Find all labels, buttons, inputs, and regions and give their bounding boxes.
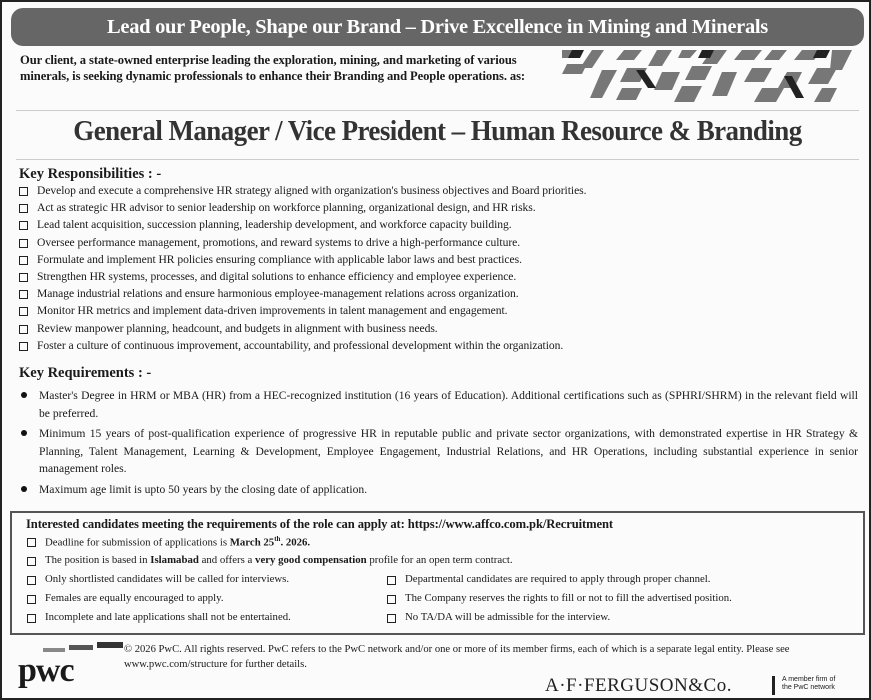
item-text: Lead talent acquisition, succession planning, leadership development, and workforce capacity building.	[37, 218, 512, 232]
deadline-text	[45, 535, 310, 549]
deadline-year: . 2026.	[280, 536, 311, 549]
headline-banner: Lead our People, Shape our Brand – Drive Excellence in Mining and Minerals	[11, 8, 864, 46]
list-item	[18, 236, 586, 253]
requirements-list	[18, 387, 858, 501]
item-text: Oversee performance management, promotions, and reward systems to drive a high-performance culture.	[37, 235, 521, 249]
item-text: No TA/DA will be admissible for the interview.	[405, 611, 611, 623]
list-item	[18, 201, 586, 218]
list-item	[26, 535, 857, 554]
item-text: The Company reserves the rights to fill or not to fill the advertised position.	[405, 592, 732, 604]
checkbox-bullet-icon	[19, 342, 28, 351]
bullet-icon	[21, 486, 27, 492]
loc-comp: very good compensation	[255, 554, 367, 566]
checkbox-bullet-icon	[387, 595, 396, 604]
checkbox-bullet-icon	[27, 576, 36, 585]
list-row	[26, 573, 857, 592]
item-text: Strengthen HR systems, processes, and digital solutions to enhance efficiency and employee experience.	[37, 269, 517, 283]
item-text: Minimum 15 years of post-qualification experience of progressive HR in reputable public and private sector organizations, with demonstrated expertise in HR Strategy & Planning, Talent Management, Learning & Development, Employee Engagement, Industrial Relations, and HR Operations, including substantial experience in senior management roles.	[39, 427, 858, 475]
list-item	[18, 270, 586, 287]
item-text: Incomplete and late applications shall not be entertained.	[45, 611, 291, 623]
member-note-line: A member firm of	[782, 676, 836, 683]
checkbox-bullet-icon	[19, 187, 28, 196]
divider	[16, 110, 859, 111]
checkbox-bullet-icon	[19, 325, 28, 334]
job-title: General Manager / Vice President – Human Resource & Branding	[73, 115, 802, 147]
item-text: Master's Degree in HRM or MBA (HR) from a HEC-recognized institution (16 years of Education). Additional certifications such as (SPHRI/SHRM) in the relevant field will be preferred.	[39, 389, 858, 420]
list-item	[18, 184, 586, 201]
item-text: Maximum age limit is upto 50 years by the closing date of application.	[39, 482, 368, 496]
item-text: Only shortlisted candidates will be called for interviews.	[45, 573, 290, 585]
item-text: Formulate and implement HR policies ensuring compliance with applicable labor laws and best practices.	[37, 252, 522, 266]
member-note-line: the PwC network	[782, 684, 835, 691]
list-item	[18, 425, 858, 478]
loc-mid: and offers a	[198, 554, 256, 566]
list-item	[18, 387, 858, 422]
checkbox-bullet-icon	[19, 273, 28, 282]
checkbox-bullet-icon	[19, 204, 28, 213]
bullet-icon	[21, 430, 27, 436]
checkbox-bullet-icon	[27, 614, 36, 623]
checkbox-bullet-icon	[27, 595, 36, 604]
member-note	[782, 676, 835, 692]
requirements-heading: Key Requirements : -	[19, 365, 152, 381]
list-item	[18, 253, 586, 270]
list-item	[18, 304, 586, 321]
checkbox-bullet-icon	[19, 221, 28, 230]
deadline-label: Deadline for submission of applications is	[45, 536, 230, 549]
list-row	[26, 592, 857, 611]
checkbox-bullet-icon	[19, 256, 28, 265]
pwc-logo-text: pwc	[18, 652, 74, 689]
divider	[772, 676, 775, 695]
checkbox-bullet-icon	[19, 239, 28, 248]
application-box	[10, 511, 865, 635]
firm-name: A·F·FERGUSON&Co.	[545, 675, 732, 696]
deadline-sup: th	[274, 535, 281, 543]
bullet-icon	[21, 392, 27, 398]
list-item	[18, 339, 586, 356]
location-text	[45, 554, 513, 566]
responsibilities-list	[18, 184, 586, 356]
checkbox-bullet-icon	[19, 307, 28, 316]
loc-post: profile for an open term contract.	[366, 554, 513, 566]
item-text: Departmental candidates are required to apply through proper channel.	[405, 573, 711, 585]
intro-text: Our client, a state-owned enterprise leading the exploration, mining, and marketing of various minerals, is seeking dynamic professionals to enhance their Branding and People operations. as:	[20, 53, 526, 83]
list-item	[26, 554, 857, 573]
item-text: Manage industrial relations and ensure harmonious employee-management relations across organization.	[37, 287, 519, 301]
list-item	[18, 322, 586, 339]
item-text: Monitor HR metrics and implement data-driven improvements in talent management and engagement.	[37, 304, 508, 318]
item-text: Develop and execute a comprehensive HR strategy aligned with organization's business objectives and Board priorities.	[37, 184, 587, 197]
geometric-pattern-icon	[562, 48, 857, 104]
list-item	[18, 287, 586, 304]
list-item	[18, 218, 586, 235]
loc-city: Islamabad	[150, 554, 199, 566]
item-text: Act as strategic HR advisor to senior leadership on workforce planning, organizational design, and HR risks.	[37, 201, 536, 215]
checkbox-bullet-icon	[27, 538, 36, 547]
list-row	[26, 611, 857, 630]
checkbox-bullet-icon	[387, 576, 396, 585]
loc-pre: The position is based in	[45, 554, 151, 566]
checkbox-bullet-icon	[19, 290, 28, 299]
deadline-date: March 25	[229, 536, 275, 549]
copyright-text: © 2026 PwC. All rights reserved. PwC refers to the PwC network and/or one or more of its member firms, each of which is a separate legal entity. Please see www.pwc.com/structure for further details.	[124, 644, 790, 670]
list-item	[18, 481, 858, 499]
responsibilities-heading: Key Responsibilities : -	[19, 166, 162, 182]
divider	[16, 159, 859, 160]
item-text: Females are equally encouraged to apply.	[45, 592, 224, 604]
item-text: Review manpower planning, headcount, and budgets in alignment with business needs.	[37, 321, 438, 335]
apply-heading: Interested candidates meeting the requirements of the role can apply at: https://www.affco.com.pk/Recruitment	[26, 517, 614, 531]
checkbox-bullet-icon	[27, 557, 36, 566]
item-text: Foster a culture of continuous improvement, accountability, and professional development within the organization.	[37, 338, 564, 352]
checkbox-bullet-icon	[387, 614, 396, 623]
